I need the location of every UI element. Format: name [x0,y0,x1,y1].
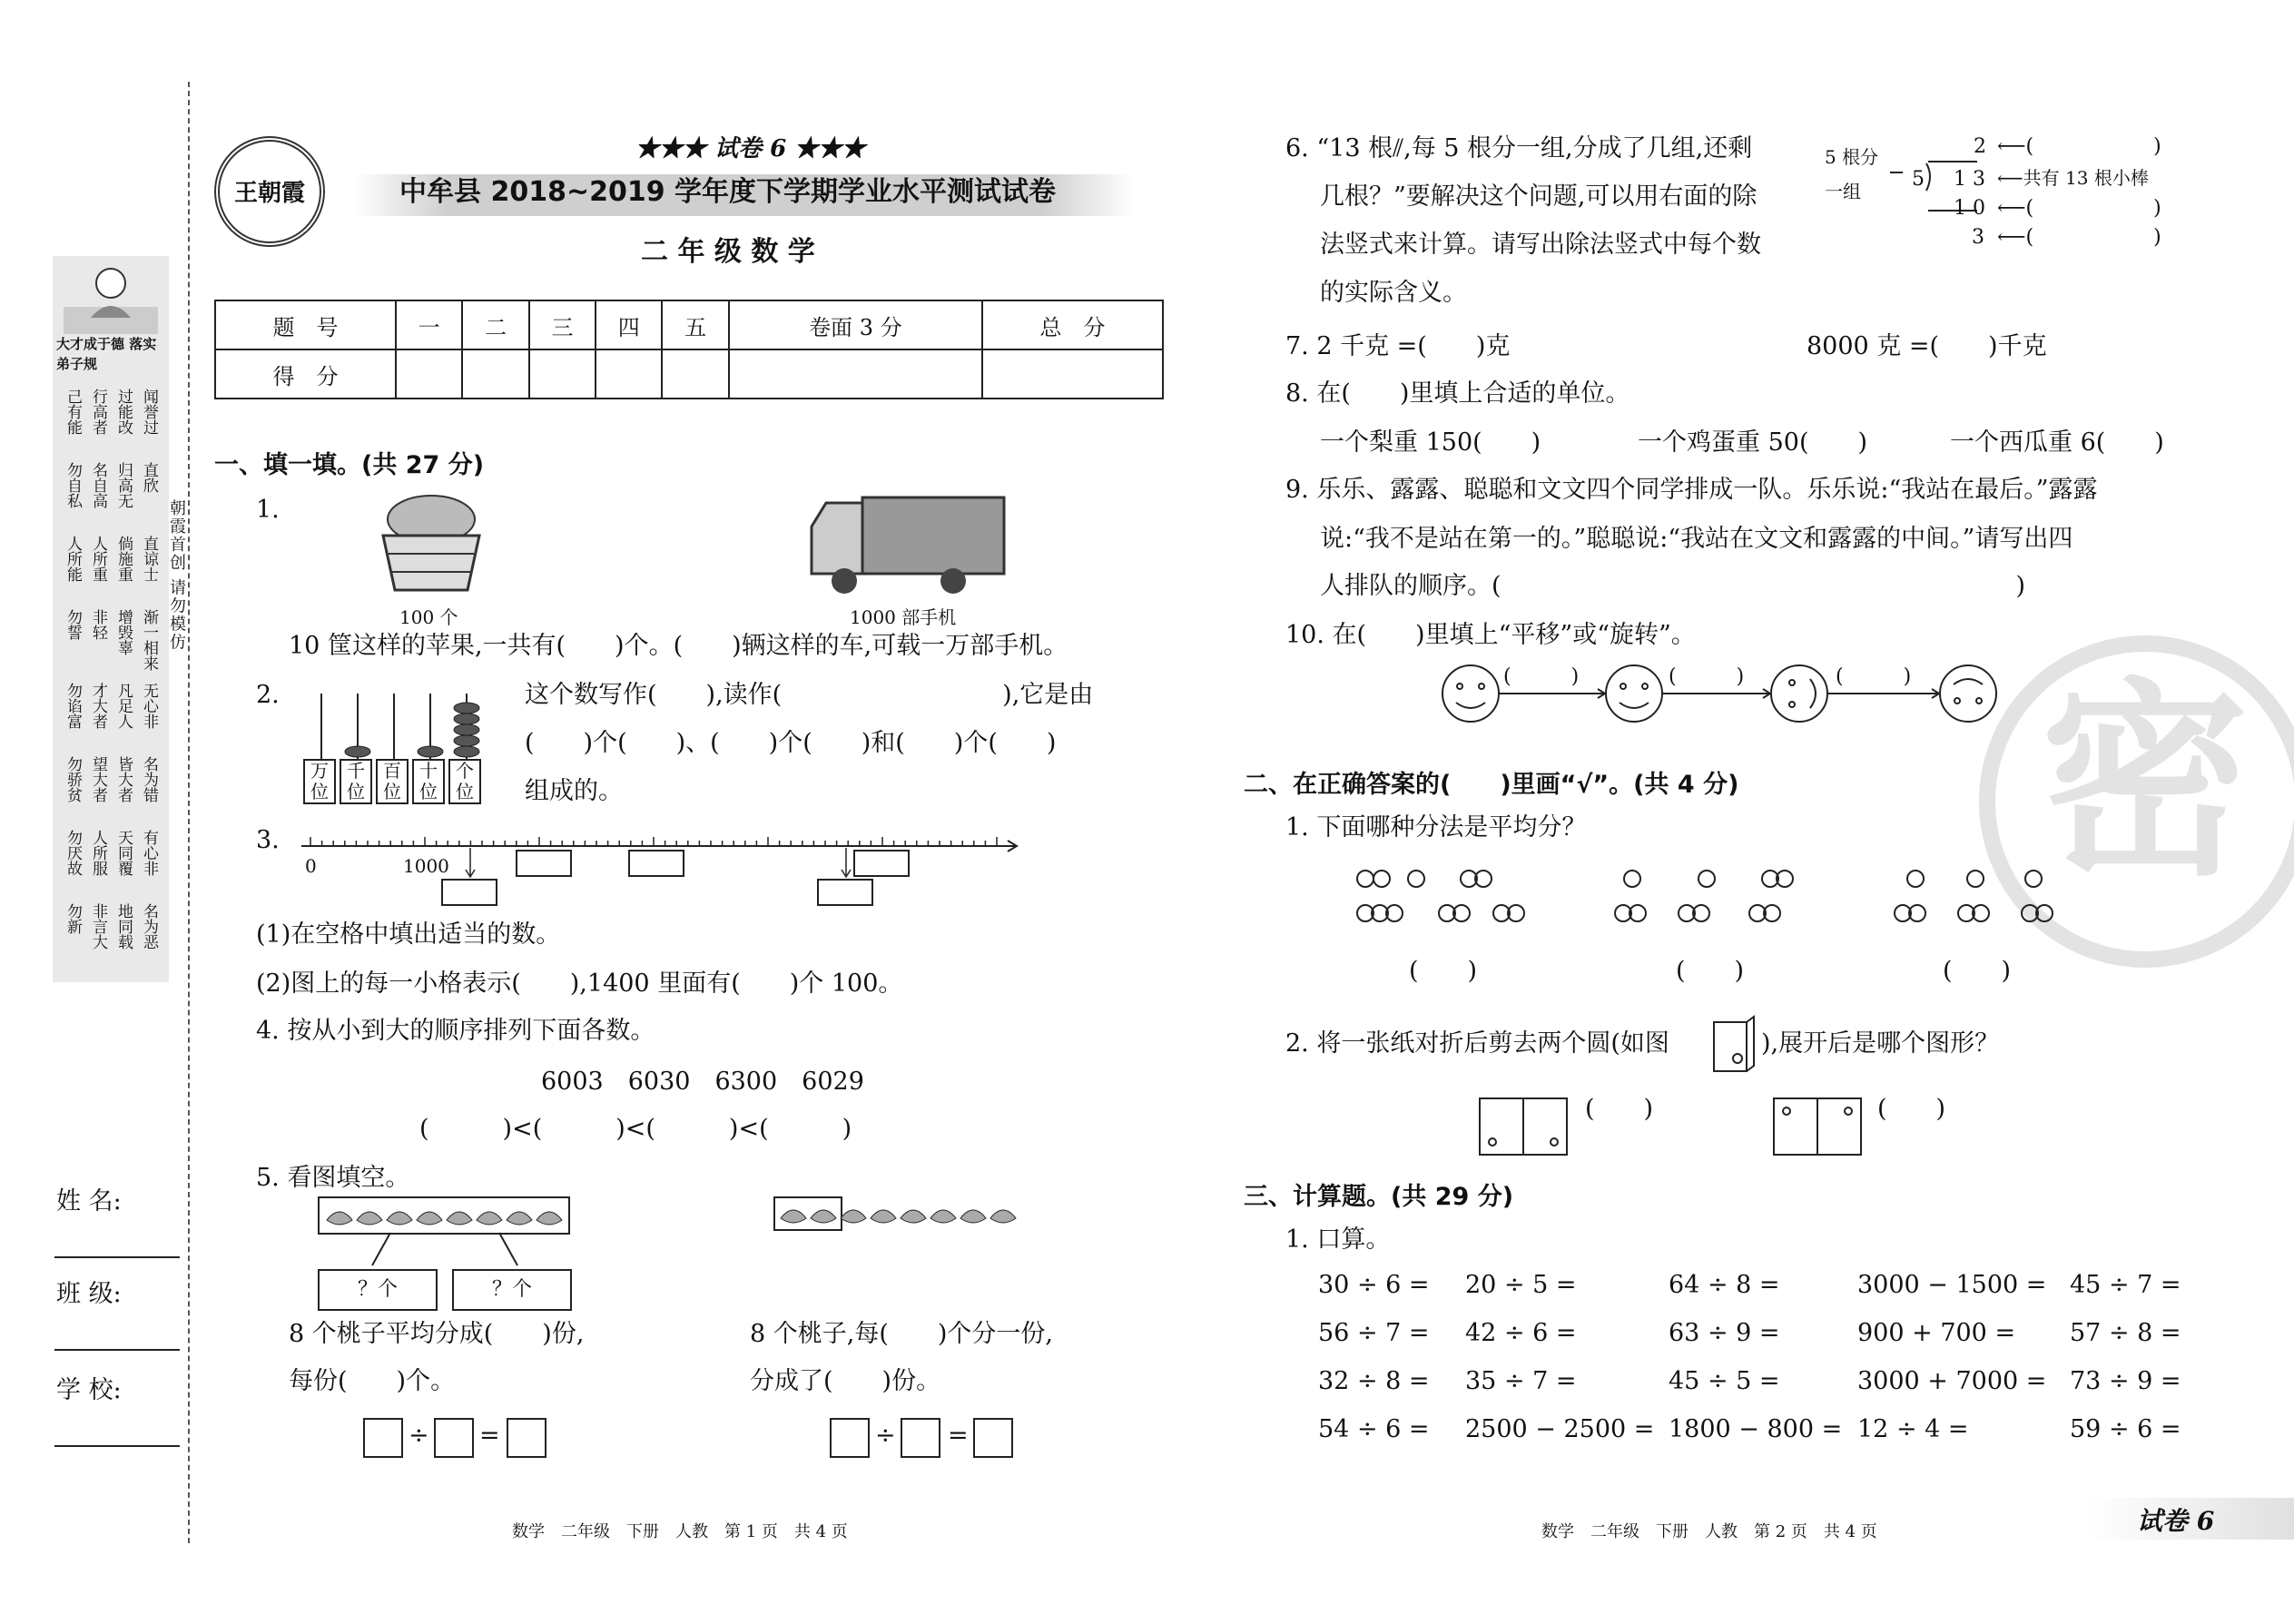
q8-item-1: 一个梨重 150( ) [1320,428,1541,457]
q8-item-2: 一个鸡蛋重 50( ) [1638,428,1868,457]
score-header-cell: 卷面 3 分 [729,300,982,349]
q6-product: 1 0 [1954,197,1985,220]
peach-icon [901,1210,926,1223]
score-input-cell[interactable] [596,349,662,399]
peaches-box-left [318,1196,570,1235]
score-header-cell: 一 [396,300,462,349]
numline-box-2[interactable] [516,850,572,877]
peaches-right [773,1196,1028,1231]
mental-math-item: 1800 − 800 = [1669,1415,1843,1443]
abacus-place-labels [303,759,485,808]
exam-title: 中牟县 2018~2019 学年度下学期学业水平测试试卷 [399,176,1057,208]
motto-column: 人所服 [89,830,107,876]
motto-column: 非言大 [89,903,107,950]
s2-option-a-paren: ( ) [1585,1095,1654,1123]
peach-icon [327,1212,352,1225]
motto-column: 地同载 [114,903,133,950]
q7-left: 7. 2 千克 =( )克 [1285,332,1511,360]
truck-image [808,490,1008,599]
score-table [214,300,1164,399]
peach-icon [417,1212,442,1225]
s2-paren-2: ( ) [1676,957,1745,985]
q6-note-remainder: ⟵( ) [1997,226,2161,249]
school-label: 学 校: [56,1376,122,1404]
q8-item-3: 一个西瓜重 6( ) [1950,428,2164,457]
s2-q1: 1. 下面哪种分法是平均分？ [1285,813,1587,842]
q6-line: 6. “13 根⫽,每 5 根分一组,分成了几组,还剩 [1285,134,1753,162]
s2-q2-b: ),展开后是哪个图形？ [1761,1029,2000,1058]
class-line[interactable] [54,1349,180,1351]
abacus-bead [454,714,479,724]
abacus-bead [454,746,479,757]
mental-math-item: 63 ÷ 9 = [1669,1319,1780,1347]
eq-sign-right: = [948,1422,969,1450]
motto-column: 无心非 [140,683,158,729]
s2-option-a [1478,1097,1569,1156]
mental-math-grid [1318,1271,2208,1471]
s2-option-b [1772,1097,1863,1156]
mental-math-item: 45 ÷ 7 = [2070,1271,2181,1299]
result-box-left-1: ？个 [318,1269,438,1311]
score-header-cell: 二 [462,300,528,349]
section2-title: 二、在正确答案的( )里画“√”。(共 4 分) [1244,771,1739,799]
q2-number: 2. [256,681,280,709]
s2-q2-a: 2. 将一张纸对折后剪去两个圆(如图 [1285,1029,1669,1058]
motto-column: 勿新 [64,903,82,934]
motto-column: 过能改 [114,389,133,435]
abacus-bead [454,703,479,714]
s2-paren-1: ( ) [1409,957,1478,985]
q6-line: 的实际含义。 [1320,279,1467,307]
q5-title: 5. 看图填空。 [256,1164,410,1192]
motto-column: 望大者 [89,756,107,802]
motto-group [60,903,165,972]
abacus-bead [454,735,479,746]
motto-column: 皆大者 [114,756,133,802]
school-line[interactable] [54,1445,180,1447]
s2-grouping-circles [1353,866,2079,928]
subject-title: 二 年 级 数 学 [641,236,815,268]
q10-blank-3: ( ) [1836,665,1912,688]
mental-math-item: 56 ÷ 7 = [1318,1319,1430,1347]
motto-column: 归高无 [114,462,133,508]
q6-note-quotient: ⟵( ) [1997,135,2161,158]
motto-column: 勿骄贫 [64,756,82,802]
tick-label-1000: 1000 [403,855,449,877]
mental-math-item: 35 ÷ 7 = [1465,1367,1577,1395]
sharing-circle [1698,871,1715,887]
motto-group [60,609,165,678]
mental-math-item: 73 ÷ 9 = [2070,1367,2181,1395]
s2-option-b-paren: ( ) [1877,1095,1946,1123]
motto-column: 渐一相来 [140,609,158,671]
motto-column: 直谅士 [140,536,158,582]
motto-column: 名自高 [89,462,107,508]
score-input-cell[interactable] [729,349,982,399]
mental-math-item: 59 ÷ 6 = [2070,1415,2181,1443]
result-box-left-2: ？个 [452,1269,572,1311]
q5-left-line2: 每份( )个。 [289,1367,456,1395]
div-box-left-b[interactable] [434,1418,474,1458]
q6-dividend: 1 3 [1954,168,1985,191]
sharing-circle [1373,871,1390,887]
score-header-cell: 三 [529,300,596,349]
series-label: ★★★ 试卷 6 ★★★ [635,135,866,162]
div-box-left-c[interactable] [507,1418,546,1458]
mental-math-item: 3000 + 7000 = [1857,1367,2047,1395]
motto-column: 勿誓 [64,609,82,640]
footer-left: 数学 二年级 下册 人教 第 1 页 共 4 页 [512,1522,848,1541]
score-input-cell[interactable] [529,349,596,399]
div-box-right-b[interactable] [901,1418,940,1458]
q9-line2: 说:“我不是站在第一的。”聪聪说:“我站在文文和露露的中间。”请写出四 [1320,525,2073,553]
sharing-circle [1907,871,1924,887]
q6-divisor: 5 [1912,168,1925,191]
abacus-place-label: 万位 [303,759,336,804]
q3-number: 3. [256,826,280,854]
q2-line2: ( )个( )、( )个( )和( )个( ) [525,729,1057,757]
q2-line1: 这个数写作( ),读作( ),它是由 [525,681,1094,709]
apple-basket-image [372,490,490,599]
score-input-cell[interactable] [982,349,1163,399]
motto-column: 闻誉过 [140,389,158,435]
footer-right: 数学 二年级 下册 人教 第 2 页 共 4 页 [1541,1522,1877,1541]
abacus-bead [345,746,370,757]
score-header-cell: 四 [596,300,662,349]
sharing-circle [1357,871,1373,887]
s2-paren-3: ( ) [1943,957,2012,985]
numline-box-1[interactable] [441,879,497,906]
peach-icon [781,1210,806,1223]
motto-column: 人所能 [64,536,82,582]
mental-math-item: 42 ÷ 6 = [1465,1319,1577,1347]
motto-column: 名为错 [140,756,158,802]
motto-group [60,536,165,605]
q6-line: 法竖式来计算。请写出除法竖式中每个数 [1320,231,1761,259]
q9-line1: 9. 乐乐、露露、聪聪和文文四个同学排成一队。乐乐说:“我站在最后。”露露 [1285,476,2098,504]
q7-right: 8000 克 =( )千克 [1807,332,2047,360]
q4-order: ( )<( )<( )<( ) [419,1115,852,1143]
motto-column: 人所重 [89,536,107,582]
mental-math-item: 45 ÷ 5 = [1669,1367,1780,1395]
div-sign-right: ÷ [875,1422,896,1450]
truck-caption: 1000 部手机 [850,606,957,628]
abacus-place-label: 千位 [340,759,372,804]
peach-icon [990,1210,1016,1223]
q6-line: 几根？”要解决这个问题,可以用右面的除 [1320,182,1757,211]
q4-title: 4. 按从小到大的顺序排列下面各数。 [256,1017,655,1045]
q1-text: 10 筐这样的苹果,一共有( )个。( )辆这样的车,可载一万部手机。 [289,632,1068,660]
mental-math-item: 12 ÷ 4 = [1857,1415,1969,1443]
score-label-cell: 得 分 [215,349,396,399]
score-header-cell: 题 号 [215,300,396,349]
q6-quotient: 2 [1974,135,1986,158]
motto-column: 勿谄富 [64,683,82,729]
q10-blank-2: ( ) [1669,665,1745,688]
peach-icon [357,1212,382,1225]
mental-math-item: 64 ÷ 8 = [1669,1271,1780,1299]
s3-q1: 1. 口算。 [1285,1225,1391,1254]
numline-box-5[interactable] [853,850,910,877]
motto-column: 增毁辜 [114,609,133,655]
motto-column: 有心非 [140,830,158,876]
q6-remainder: 3 [1972,226,1984,249]
eq-sign-left: = [479,1422,500,1450]
q2-line3: 组成的。 [525,777,623,805]
q5-right-line2: 分成了( )份。 [750,1367,941,1395]
q4-numbers: 6003 6030 6300 6029 [541,1068,864,1096]
motto-column: 倘施重 [114,536,133,582]
q6-note-product: ⟵( ) [1997,197,2161,220]
section1-title: 一、填一填。(共 27 分) [214,451,485,479]
score-header-cell: 五 [662,300,728,349]
vertical-note: 朝霞首创 请勿模仿 [167,499,186,652]
motto-column: 直欣 [140,462,158,493]
peach-icon [960,1210,986,1223]
motto-group [60,830,165,899]
mental-math-item: 32 ÷ 8 = [1318,1367,1430,1395]
peach-icon [477,1212,502,1225]
scholar-figure [64,263,158,334]
motto-column: 勿自私 [64,462,82,508]
motto-column: 凡足人 [114,683,133,729]
peach-icon [930,1210,956,1223]
peach-icon [537,1212,562,1225]
div-box-right-a[interactable] [830,1418,870,1458]
score-input-cell[interactable] [662,349,728,399]
abacus-place-label: 百位 [376,759,409,804]
peach-icon [387,1212,412,1225]
abacus-place-label: 个位 [448,759,481,804]
sharing-circle [1624,871,1640,887]
brand-caption: 大才成于德 落实弟子规 [56,336,157,372]
q3-sub2: (2)图上的每一小格表示( ),1400 里面有( )个 100。 [256,969,903,998]
number-line-pointer [842,848,851,877]
div-box-left-a[interactable] [363,1418,403,1458]
motto-text [60,389,165,979]
binding-line [188,82,190,1543]
motto-column: 名为恶 [140,903,158,950]
name-line[interactable] [54,1256,180,1258]
mental-math-item: 3000 − 1500 = [1857,1271,2047,1299]
div-box-right-c[interactable] [973,1418,1013,1458]
folded-paper-icon [1710,1015,1757,1073]
score-header-cell: 总 分 [982,300,1163,349]
peach-icon [811,1210,836,1223]
mental-math-item: 2500 − 2500 = [1465,1415,1655,1443]
q3-sub1: (1)在空格中填出适当的数。 [256,920,561,949]
tick-label-0: 0 [305,855,317,877]
abacus-bead [454,724,479,735]
sharing-circle [1408,871,1424,887]
split-arrows [318,1231,566,1269]
div-sign-left: ÷ [409,1422,429,1450]
apples-caption: 100 个 [399,606,458,628]
q5-left-line1: 8 个桃子平均分成( )份, [289,1320,585,1348]
motto-column: 天同覆 [114,830,133,876]
numline-box-4[interactable] [817,879,873,906]
footer-tag: 试卷 6 [2137,1506,2215,1536]
abacus-place-label: 十位 [412,759,445,804]
q5-right-line1: 8 个桃子,每( )个分一份, [750,1320,1053,1348]
peach-icon [841,1210,866,1223]
abacus-bead [418,746,443,757]
motto-group [60,683,165,752]
section3-title: 三、计算题。(共 29 分) [1244,1183,1514,1211]
watermark-seal: 密 [1979,635,2294,968]
numline-box-3[interactable] [628,850,684,877]
sharing-circle [1967,871,1984,887]
mental-math-item: 900 + 700 = [1857,1319,2016,1347]
peach-icon [447,1212,472,1225]
motto-column: 行高者 [89,389,107,435]
q6-label-group: 5 根分一组 [1825,146,1879,202]
motto-column: 才大者 [89,683,107,729]
q8-title: 8. 在( )里填上合适的单位。 [1285,379,1630,408]
motto-group [60,756,165,825]
motto-group [60,462,165,531]
score-input-cell[interactable] [462,349,528,399]
peach-icon [507,1212,532,1225]
mental-math-item: 30 ÷ 6 = [1318,1271,1430,1299]
mental-math-item: 57 ÷ 8 = [2070,1319,2181,1347]
q10-blank-1: ( ) [1503,665,1580,688]
name-label: 姓 名: [56,1187,122,1216]
motto-column: 勿厌故 [64,830,82,876]
brand-logo: 王朝霞 [214,136,325,247]
motto-group [60,389,165,458]
mental-math-item: 20 ÷ 5 = [1465,1271,1577,1299]
motto-column: 己有能 [64,389,82,435]
score-input-cell[interactable] [396,349,462,399]
sharing-circle [2025,871,2042,887]
peach-icon [871,1210,896,1223]
class-label: 班 级: [56,1280,122,1308]
q6-note-dividend: ⟵共有 13 根小棒 [1997,167,2149,189]
q10-title: 10. 在( )里填上“平移”或“旋转”。 [1285,621,1696,649]
motto-column: 非轻 [89,609,107,640]
q9-line3: 人排队的顺序。( ) [1320,572,2026,600]
q1-number: 1. [256,496,280,524]
mental-math-item: 54 ÷ 6 = [1318,1415,1430,1443]
number-line-pointer [466,848,475,877]
